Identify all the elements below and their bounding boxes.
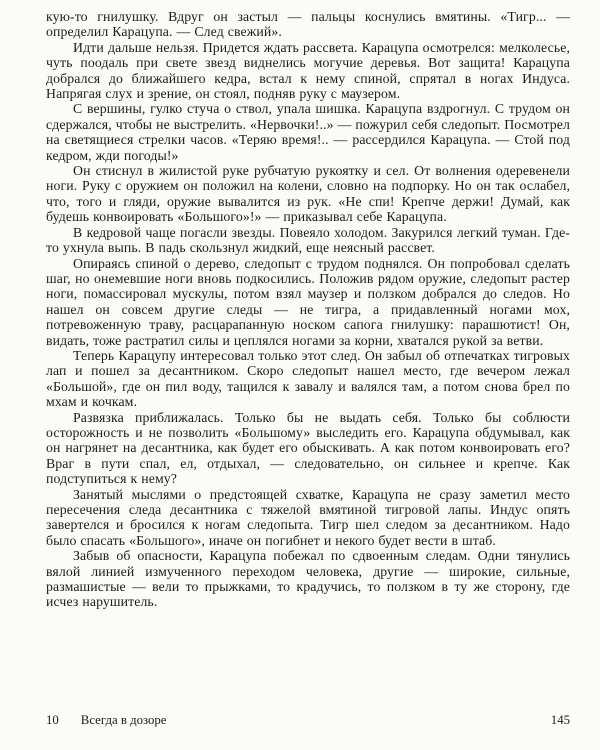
paragraph: В кедровой чаще погасли звезды. Повеяло холодом. Закурился легкий туман. Где-то ухнула выпь. В падь скользнул жидкий, еще неясный рассвет. bbox=[46, 224, 570, 256]
paragraph: С вершины, гулко стуча о ствол, упала шишка. Карацупа вздрогнул. С трудом он сдержался, чтобы не выстрелить. «Нервочки!..» — пожурил себя следопыт. Посмотрел на светящиеся стрелки часов. «Теряю время!.. — рассердился Карацупа. — Стой под кедром, жди погоды!» bbox=[46, 101, 570, 163]
footer-left bbox=[46, 713, 166, 728]
paragraph: Теперь Карацупу интересовал только этот след. Он забыл об отпечатках тигровых лап и пошел за десантником. Скоро следопыт нашел место, где вечером лежал «Большой», где он пил воду, тащился к завалу и валялся там, а потом снова брел по мхам и кочкам. bbox=[46, 347, 570, 410]
paragraph: Идти дальше нельзя. Придется ждать рассвета. Карацупа осмотрелся: мелколесье, чуть поодаль при свете звезд виднелись могучие деревья. Вот защита! Карацупа добрался до ближайшего кедра, встал к нему спиной, спрятал в ногах Индуса. Напрягая слух и зрение, он стоял, подняв руку с маузером. bbox=[46, 39, 570, 102]
signature-number: 10 bbox=[46, 713, 59, 727]
paragraph: Развязка приближалась. Только бы не выдать себя. Только бы соблюсти осторожность и не позволить «Большому» выследить его. Карацупа обдумывал, как он нагрянет на десантника, как будет его обыскивать. А как потом конвоировать его? Враг в пути спал, ел, отдыхал, — следовательно, он сильнее и крепче. Как подступиться к нему? bbox=[46, 409, 570, 487]
paragraph: Опираясь спиной о дерево, следопыт с трудом поднялся. Он попробовал сделать шаг, но онемевшие ноги вновь подкосились. Положив рядом оружие, следопыт растер ноги, помассировал мускулы, потом взял маузер и ползком добрался до следов. Но нашел он совсем другие следы — не тигра, а придавленный ногами мох, потревоженную траву, расцарапанную носком сапога гнилушку: парашютист! Он, видать, тоже растратил силы и цеплялся ногами за корни, хватался рукой за ветви. bbox=[46, 255, 570, 348]
text-column bbox=[46, 9, 570, 610]
page-number: 145 bbox=[550, 713, 570, 727]
paragraph: Занятый мыслями о предстоящей схватке, Карацупа не сразу заметил место пересечения следа десантника с тяжелой вмятиной тигровой лапы. Индус опять завертелся и бросился к ногам следопыта. Тигр шел следом за десантником. Надо было спасать «Большого», иначе он погибнет и некого будет вести в штаб. bbox=[46, 486, 570, 548]
page-footer bbox=[46, 713, 570, 728]
paragraph: кую-то гнилушку. Вдруг он застыл — пальцы коснулись вмятины. «Тигр... — определил Карацупа. — След свежий». bbox=[46, 9, 570, 40]
paragraph: Он стиснул в жилистой руке рубчатую рукоятку и сел. От волнения одеревенели ноги. Руку с оружием он положил на колени, словно на подпорку. Но он так ослабел, что, того и гляди, оружие вывалится из рук. «Не спи! Крепче держи! Думай, как будешь конвоировать «Большого»!» — приказывал себе Карацупа. bbox=[46, 163, 570, 225]
book-title: Всегда в дозоре bbox=[80, 713, 167, 727]
paragraph: Забыв об опасности, Карацупа побежал по сдвоенным следам. Одни тянулись вялой линией измученного переходом человека, другие — широкие, сильные, размашистые — вели то прыжками, то крадучись, то ползком в ту же сторону, где исчез нарушитель. bbox=[46, 548, 570, 610]
